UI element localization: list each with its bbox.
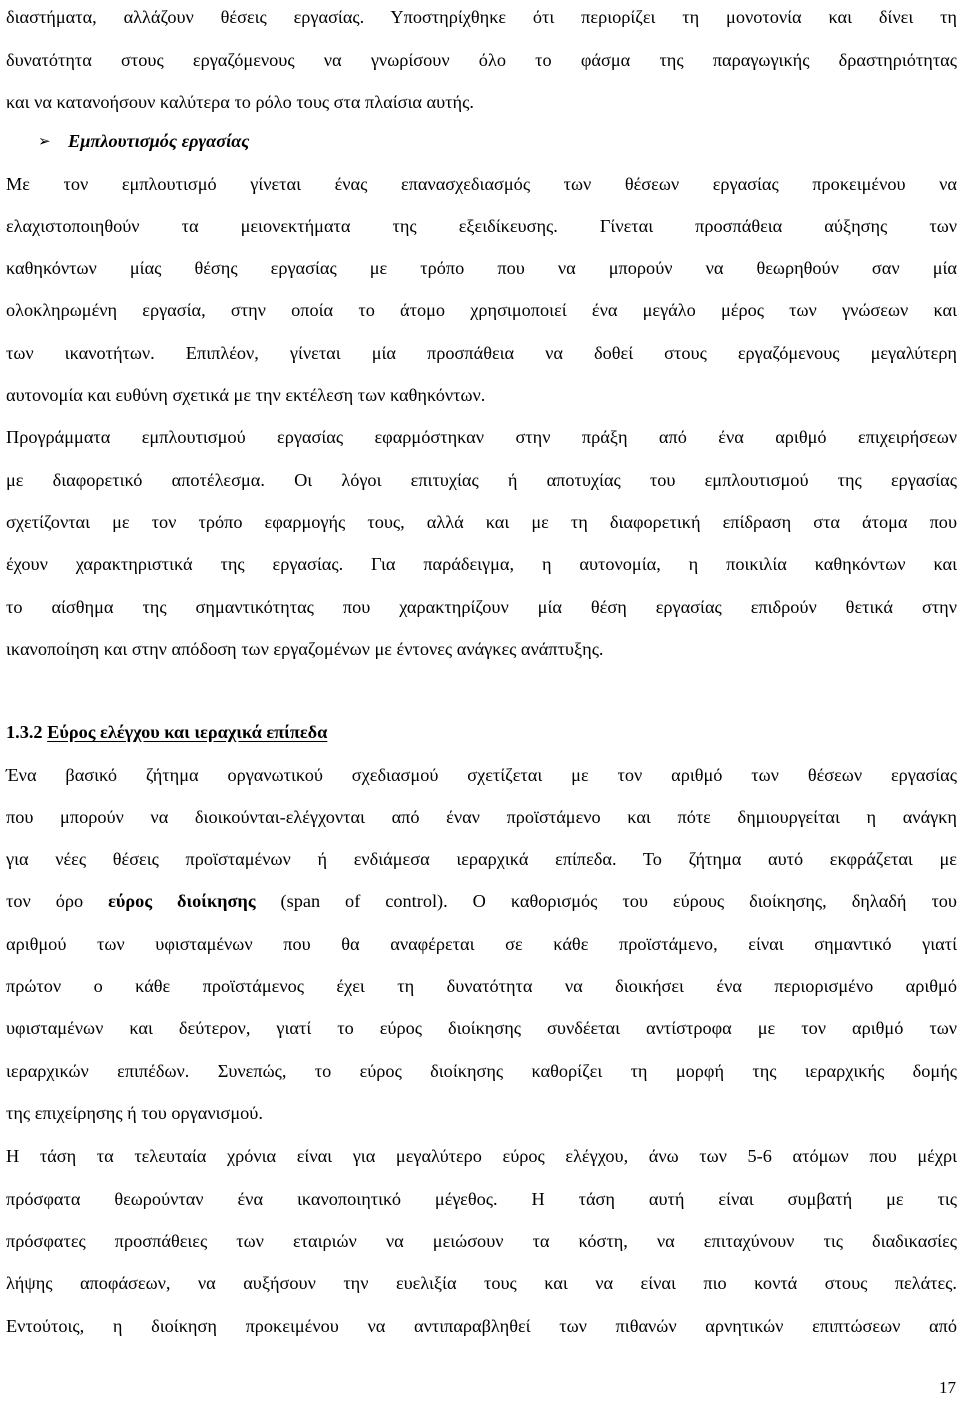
- text-line: αριθμού των υφισταμένων που θα αναφέρεται σε κάθε προϊστάμενο, είναι σημαντικό γιατί: [6, 934, 957, 954]
- text-line: αυτονομία και ευθύνη σχετικά με την εκτέλεση των καθηκόντων.: [6, 385, 486, 405]
- text-line: σχετίζονται με τον τρόπο εφαρμογής τους, αλλά και με τη διαφορετική επίδραση στα άτομα που: [6, 512, 957, 532]
- text-line: Η τάση τα τελευταία χρόνια είναι για μεγαλύτερο εύρος ελέγχου, άνω των 5-6 ατόμων που μέχρι: [6, 1146, 957, 1166]
- text-line: διαστήματα, αλλάζουν θέσεις εργασίας. Υποστηρίχθηκε ότι περιορίζει τη μονοτονία και δίνει τη: [6, 7, 957, 27]
- page-number: 17: [939, 1378, 956, 1397]
- arrowhead-bullet-icon: ➢: [38, 134, 51, 150]
- section-title: Εύρος ελέγχου και ιεραχικά επίπεδα: [47, 722, 328, 742]
- text-line: με διαφορετικό αποτέλεσμα. Οι λόγοι επιτυχίας ή αποτυχίας του εμπλουτισμού της εργασίας: [6, 470, 957, 490]
- section-heading: [6, 717, 327, 747]
- text-line: πρώτον ο κάθε προϊστάμενος έχει τη δυνατότητα να διοικήσει ένα περιορισμένο αριθμό: [6, 976, 957, 996]
- text-line: [6, 886, 957, 916]
- text-line: έχουν χαρακτηριστικά της εργασίας. Για παράδειγμα, η αυτονομία, η ποικιλία καθηκόντων και: [6, 554, 957, 574]
- bold-term: εύρος διοίκησης: [108, 891, 256, 911]
- text-line: που μπορούν να διοικούνται-ελέγχονται από έναν προϊστάμενο και πότε δημιουργείται η ανάγκη: [6, 807, 957, 827]
- text-line: για νέες θέσεις προϊσταμένων ή ενδιάμεσα ιεραρχικά επίπεδα. Το ζήτημα αυτό εκφράζεται με: [6, 849, 957, 869]
- text-line: πρόσφατες προσπάθειες των εταιριών να μειώσουν τα κόστη, να επιταχύνουν τις διαδικασίες: [6, 1231, 957, 1251]
- text-line: των ικανοτήτων. Επιπλέον, γίνεται μία προσπάθεια να δοθεί στους εργαζόμενους μεγαλύτερη: [6, 343, 957, 363]
- text-line: Ένα βασικό ζήτημα οργανωτικού σχεδιασμού σχετίζεται με τον αριθμό των θέσεων εργασίας: [6, 765, 957, 785]
- text-line: ικανοποίηση και στην απόδοση των εργαζομένων με έντονες ανάγκες ανάπτυξης.: [6, 639, 604, 659]
- bullet-heading-text: Εμπλουτισμός εργασίας: [68, 131, 250, 151]
- bullet-heading: [38, 126, 249, 156]
- text-line: και να κατανοήσουν καλύτερα το ρόλο τους στα πλαίσια αυτής.: [6, 92, 474, 112]
- text-line: πρόσφατα θεωρούνταν ένα ικανοποιητικό μέγεθος. Η τάση αυτή είναι συμβατή με τις: [6, 1189, 957, 1209]
- text-line: της επιχείρησης ή του οργανισμού.: [6, 1103, 263, 1123]
- text-line: ιεραρχικών επιπέδων. Συνεπώς, το εύρος διοίκησης καθορίζει τη μορφή της ιεραρχικής δομής: [6, 1061, 957, 1081]
- text-line: ολοκληρωμένη εργασία, στην οποία το άτομο χρησιμοποιεί ένα μεγάλο μέρος των γνώσεων και: [6, 300, 957, 320]
- text-line: λήψης αποφάσεων, να αυξήσουν την ευελιξία τους και να είναι πιο κοντά στους πελάτες.: [6, 1273, 957, 1293]
- text-segment: (span of control). Ο καθορισμός του εύρους διοίκησης, δηλαδή του: [255, 891, 957, 911]
- text-line: ελαχιστοποιηθούν τα μειονεκτήματα της εξειδίκευσης. Γίνεται προσπάθεια αύξησης των: [6, 216, 957, 236]
- section-number: 1.3.2: [6, 722, 43, 742]
- text-segment: τον όρο: [6, 891, 109, 911]
- text-line: το αίσθημα της σημαντικότητας που χαρακτηρίζουν μία θέση εργασίας επιδρούν θετικά στην: [6, 597, 957, 617]
- text-line: καθηκόντων μίας θέσης εργασίας με τρόπο που να μπορούν να θεωρηθούν σαν μία: [6, 258, 957, 278]
- text-line: Προγράμματα εμπλουτισμού εργασίας εφαρμόστηκαν στην πράξη από ένα αριθμό επιχειρήσεων: [6, 427, 957, 447]
- text-line: υφισταμένων και δεύτερον, γιατί το εύρος διοίκησης συνδέεται αντίστροφα με τον αριθμό των: [6, 1018, 957, 1038]
- text-line: δυνατότητα στους εργαζόμενους να γνωρίσουν όλο το φάσμα της παραγωγικής δραστηριότητας: [6, 50, 957, 70]
- text-line: Εντούτοις, η διοίκηση προκειμένου να αντιπαραβληθεί των πιθανών αρνητικών επιπτώσεων από: [6, 1316, 957, 1336]
- text-line: Με τον εμπλουτισμό γίνεται ένας επανασχεδιασμός των θέσεων εργασίας προκειμένου να: [6, 174, 957, 194]
